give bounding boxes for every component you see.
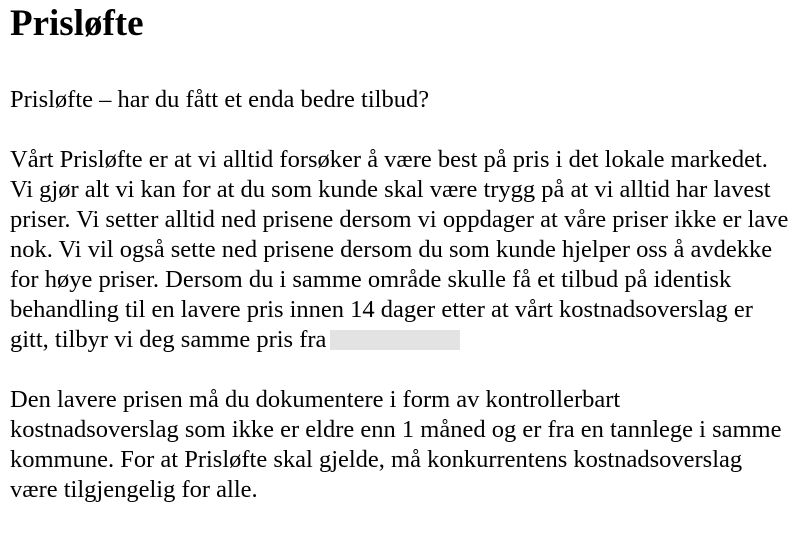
paragraph-price-promise [10, 145, 795, 355]
page-title: Prisløfte [10, 3, 144, 44]
paragraph-documentation: Den lavere prisen må du dokumentere i form av kontrollerbart kostnadsoverslag som ikke er eldre enn 1 måned og er fra en tannlege i samme kommune. For at Prisløfte skal gjelde, må konkurrentens kostnadsoverslag være tilgjengelig for alle. [10, 386, 782, 503]
paragraph-price-promise-text: Vårt Prisløfte er at vi alltid forsøker å være best på pris i det lokale markedet. Vi gjør alt vi kan for at du som kunde skal være trygg på at vi alltid har lavest priser. Vi setter alltid ned prisene dersom vi oppdager at våre priser ikke er lave nok. Vi vil også sette ned prisene dersom du som kunde hjelper oss å avdekke for høye priser. Dersom du i samme område skulle få et tilbud på identisk behandling til en lavere pris innen 14 dager etter at vårt kostnadsoverslag er gitt, tilbyr vi deg samme pris fra [10, 146, 789, 353]
subtitle: Prisløfte – har du fått et enda bedre tilbud? [10, 86, 430, 113]
document [10, 0, 795, 505]
redacted-block [330, 330, 460, 350]
